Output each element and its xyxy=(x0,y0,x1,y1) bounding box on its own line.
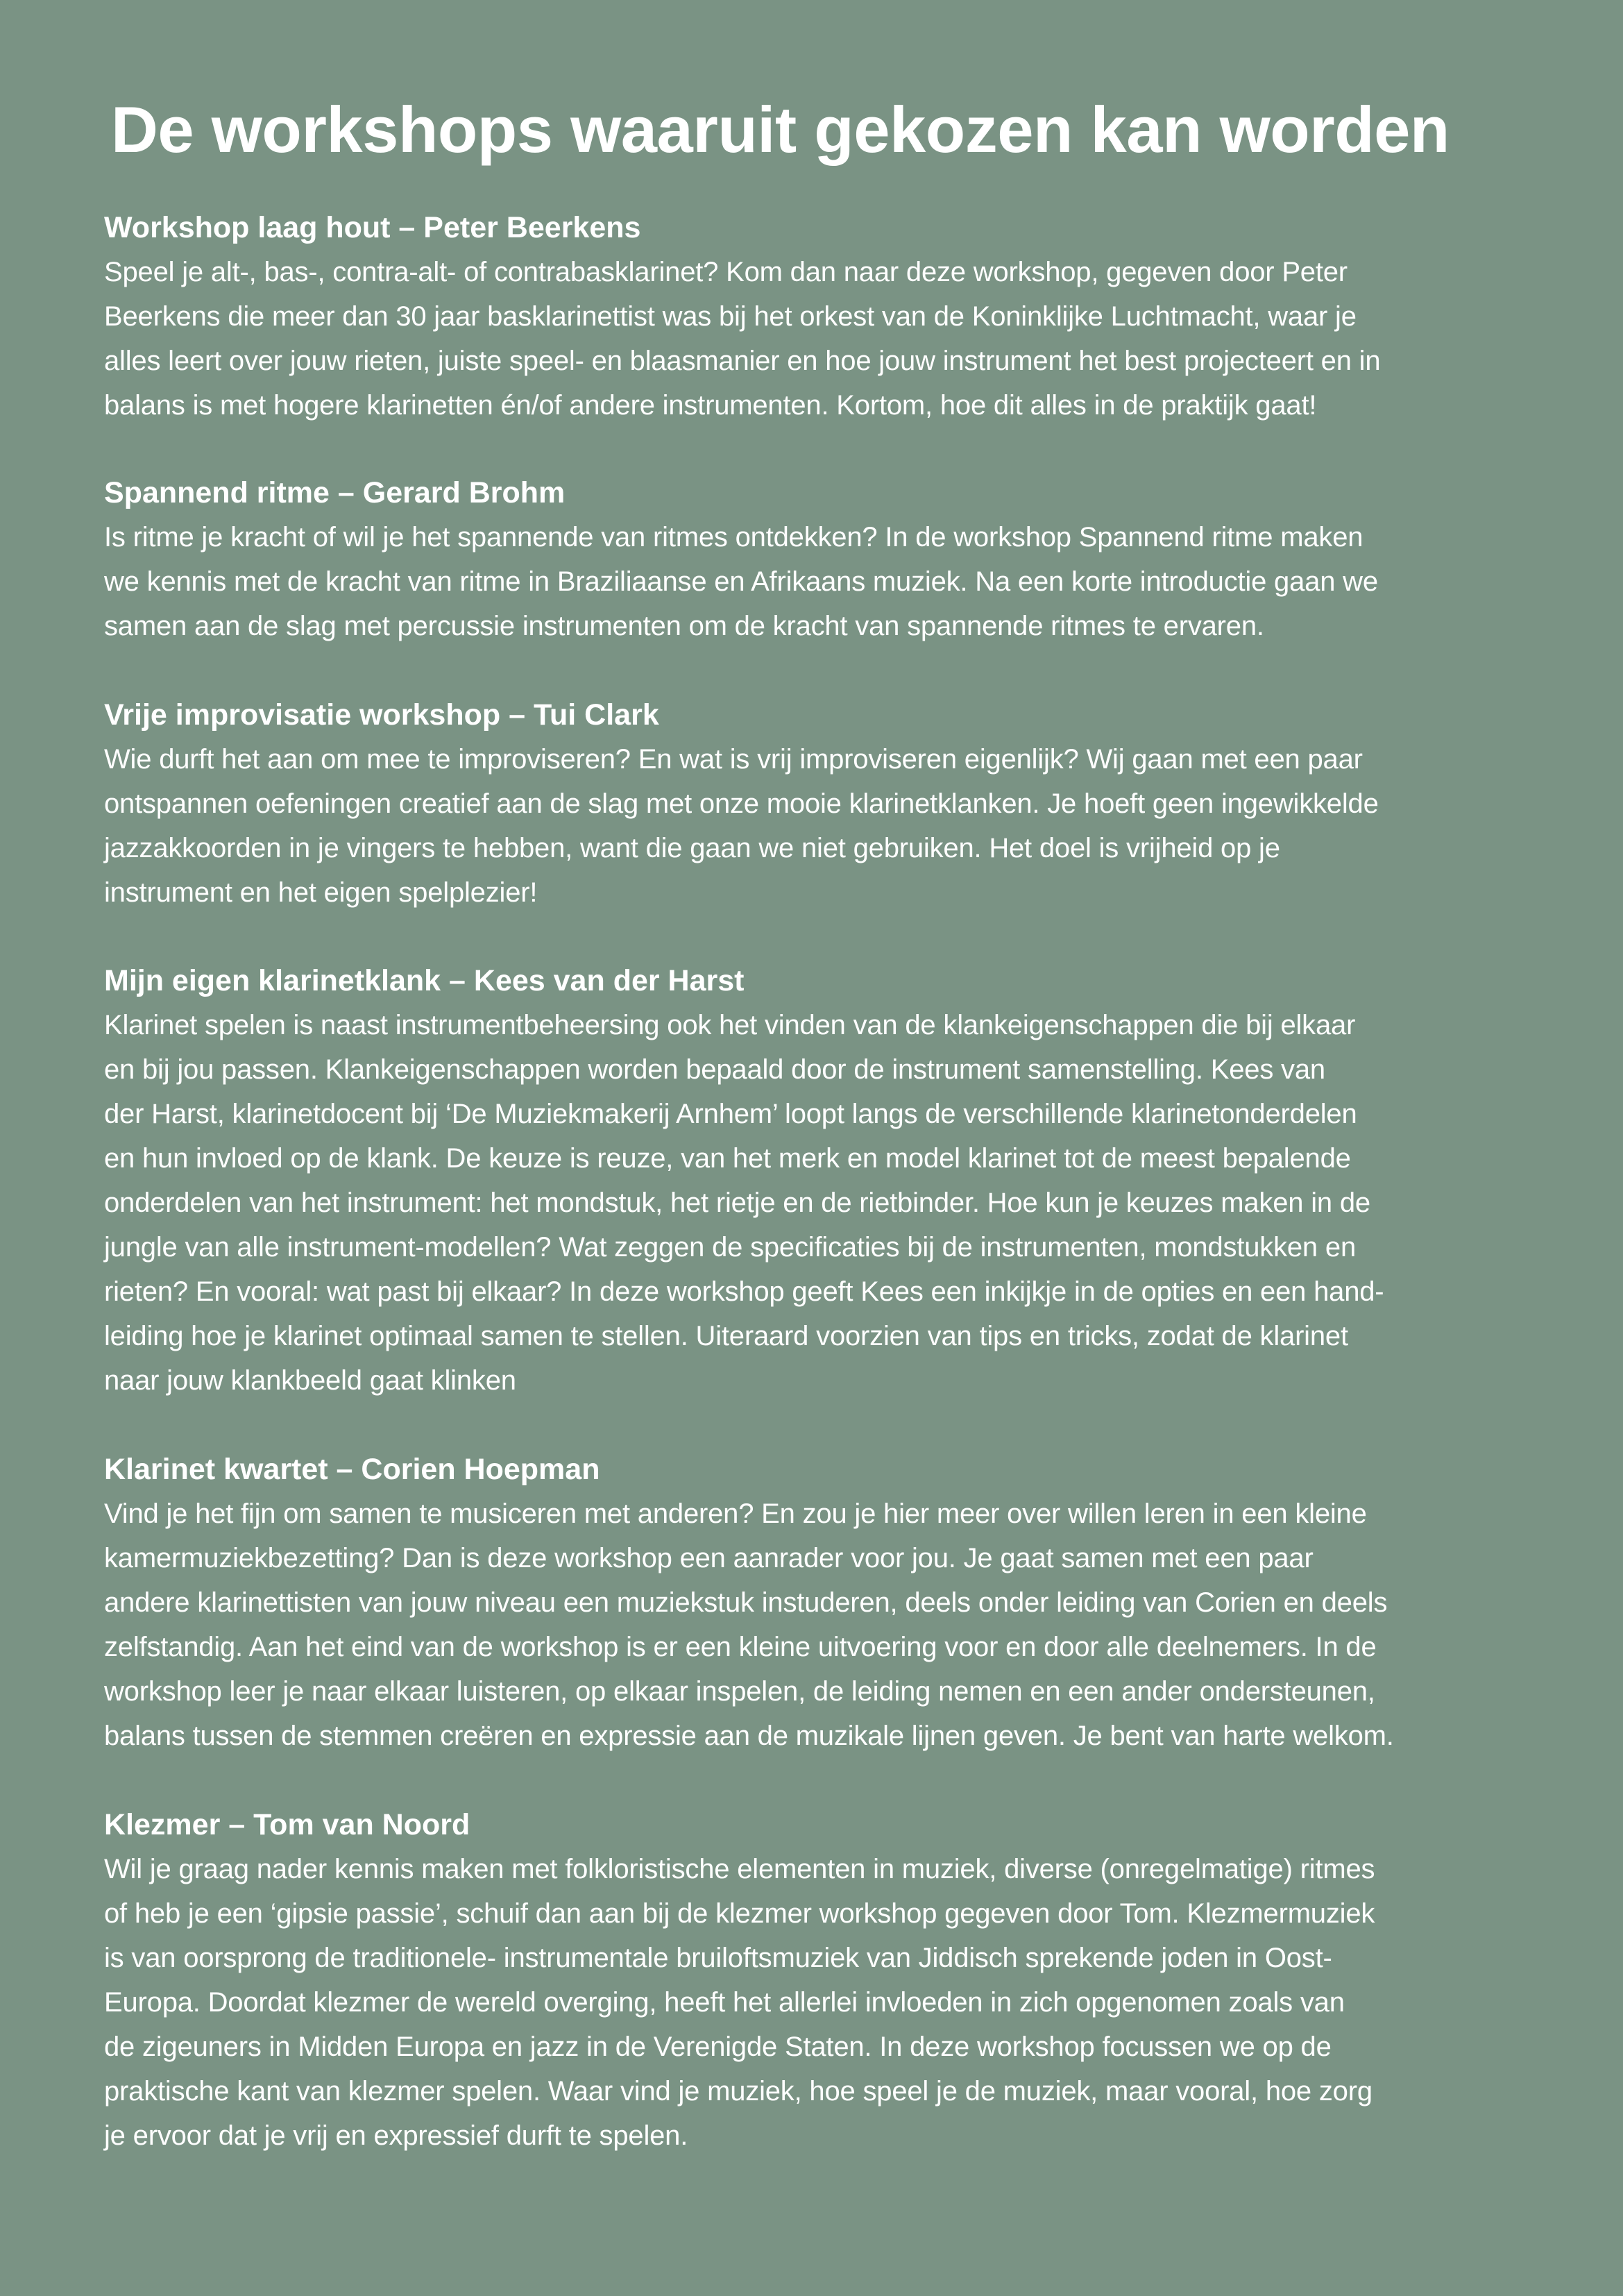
description-line: kamermuziekbezetting? Dan is deze workshop een aanrader voor jou. Je gaat samen met een paar xyxy=(104,1543,1314,1573)
workshop-description xyxy=(104,1003,1520,1403)
description-line: jungle van alle instrument-modellen? Wat zeggen de specificaties bij de instrumenten, mondstukken en xyxy=(104,1232,1356,1263)
description-line: balans is met hogere klarinetten én/of andere instrumenten. Kortom, hoe dit alles in de praktijk gaat! xyxy=(104,390,1317,421)
description-line: je ervoor dat je vrij en expressief durft te spelen. xyxy=(104,2120,688,2151)
description-line: praktische kant van klezmer spelen. Waar vind je muziek, hoe speel je de muziek, maar vooral, hoe zorg xyxy=(104,2076,1373,2107)
workshop-klezmer xyxy=(104,1803,1520,2158)
workshop-description xyxy=(104,1492,1520,1758)
workshop-laag-hout xyxy=(104,205,1520,428)
description-line: de zigeuners in Midden Europa en jazz in de Verenigde Staten. In deze workshop focussen we op de xyxy=(104,2032,1332,2062)
description-line: Europa. Doordat klezmer de wereld overging, heeft het allerlei invloeden in zich opgenomen zoals van xyxy=(104,1987,1345,2018)
description-line: is van oorsprong de traditionele- instrumentale bruiloftsmuziek van Jiddisch sprekende joden in Oost- xyxy=(104,1943,1332,1973)
workshop-description xyxy=(104,1847,1520,2158)
description-line: balans tussen de stemmen creëren en expressie aan de muzikale lijnen geven. Je bent van harte welkom. xyxy=(104,1721,1394,1751)
description-line: Speel je alt-, bas-, contra-alt- of contrabasklarinet? Kom dan naar deze workshop, gegeven door Peter xyxy=(104,257,1348,287)
workshop-heading: Mijn eigen klarinetklank – Kees van der Harst xyxy=(104,964,745,997)
description-line: en bij jou passen. Klankeigenschappen worden bepaald door de instrument samenstelling. Kees van xyxy=(104,1054,1325,1085)
description-line: Vind je het fijn om samen te musiceren met anderen? En zou je hier meer over willen leren in een kleine xyxy=(104,1499,1367,1529)
workshop-heading: Klarinet kwartet – Corien Hoepman xyxy=(104,1453,600,1486)
description-line: zelfstandig. Aan het eind van de workshop is er een kleine uitvoering voor en door alle deelnemers. In de xyxy=(104,1632,1377,1662)
description-line: Wil je graag nader kennis maken met folkloristische elementen in muziek, diverse (onregelmatige) ritmes xyxy=(104,1854,1375,1884)
description-line: der Harst, klarinetdocent bij ‘De Muziekmakerij Arnhem’ loopt langs de verschillende klarinetonderdelen xyxy=(104,1099,1357,1129)
workshop-heading: Spannend ritme – Gerard Brohm xyxy=(104,476,566,509)
workshop-heading: Workshop laag hout – Peter Beerkens xyxy=(104,211,641,244)
page-title: De workshops waaruit gekozen kan worden xyxy=(111,93,1450,166)
description-line: en hun invloed op de klank. De keuze is reuze, van het merk en model klarinet tot de meest bepalende xyxy=(104,1143,1351,1174)
description-line: we kennis met de kracht van ritme in Braziliaanse en Afrikaans muziek. Na een korte introductie gaan we xyxy=(104,566,1378,597)
description-line: rieten? En vooral: wat past bij elkaar? In deze workshop geeft Kees een inkijkje in de opties en een hand- xyxy=(104,1276,1384,1307)
workshop-description xyxy=(104,250,1520,428)
workshop-description xyxy=(104,737,1520,915)
description-line: Klarinet spelen is naast instrumentbeheersing ook het vinden van de klankeigenschappen die bij elkaar xyxy=(104,1010,1356,1040)
description-line: jazzakkoorden in je vingers te hebben, want die gaan we niet gebruiken. Het doel is vrijheid op je xyxy=(104,833,1280,863)
description-line: naar jouw klankbeeld gaat klinken xyxy=(104,1365,516,1396)
description-line: leiding hoe je klarinet optimaal samen te stellen. Uiteraard voorzien van tips en tricks, zodat de klarinet xyxy=(104,1321,1348,1351)
description-line: samen aan de slag met percussie instrumenten om de kracht van spannende ritmes te ervaren. xyxy=(104,611,1264,641)
workshop-klarinet-kwartet xyxy=(104,1447,1520,1758)
description-line: alles leert over jouw rieten, juiste speel- en blaasmanier en hoe jouw instrument het best projecteert en in xyxy=(104,346,1381,376)
description-line: onderdelen van het instrument: het mondstuk, het rietje en de rietbinder. Hoe kun je keuzes maken in de xyxy=(104,1188,1370,1218)
description-line: of heb je een ‘gipsie passie’, schuif dan aan bij de klezmer workshop gegeven door Tom. Klezmermuziek xyxy=(104,1898,1375,1929)
description-line: Beerkens die meer dan 30 jaar basklarinettist was bij het orkest van de Koninklijke Luchtmacht, waar je xyxy=(104,301,1357,332)
description-line: andere klarinettisten van jouw niveau een muziekstuk instuderen, deels onder leiding van Corien en deels xyxy=(104,1587,1388,1618)
description-line: Is ritme je kracht of wil je het spannende van ritmes ontdekken? In de workshop Spannend ritme maken xyxy=(104,522,1363,552)
description-line: workshop leer je naar elkaar luisteren, op elkaar inspelen, de leiding nemen en een ander ondersteunen, xyxy=(104,1676,1375,1707)
workshop-heading: Klezmer – Tom van Noord xyxy=(104,1808,470,1841)
description-line: ontspannen oefeningen creatief aan de slag met onze mooie klarinetklanken. Je hoeft geen ingewikkelde xyxy=(104,788,1379,819)
description-line: instrument en het eigen spelplezier! xyxy=(104,877,538,908)
workshop-description xyxy=(104,515,1520,648)
description-line: Wie durft het aan om mee te improviseren? En wat is vrij improviseren eigenlijk? Wij gaan met een paar xyxy=(104,744,1363,775)
workshop-heading: Vrije improvisatie workshop – Tui Clark xyxy=(104,698,659,732)
workshop-eigen-klarinetklank xyxy=(104,959,1520,1403)
workshop-spannend-ritme xyxy=(104,471,1520,648)
workshop-vrije-improvisatie xyxy=(104,693,1520,915)
